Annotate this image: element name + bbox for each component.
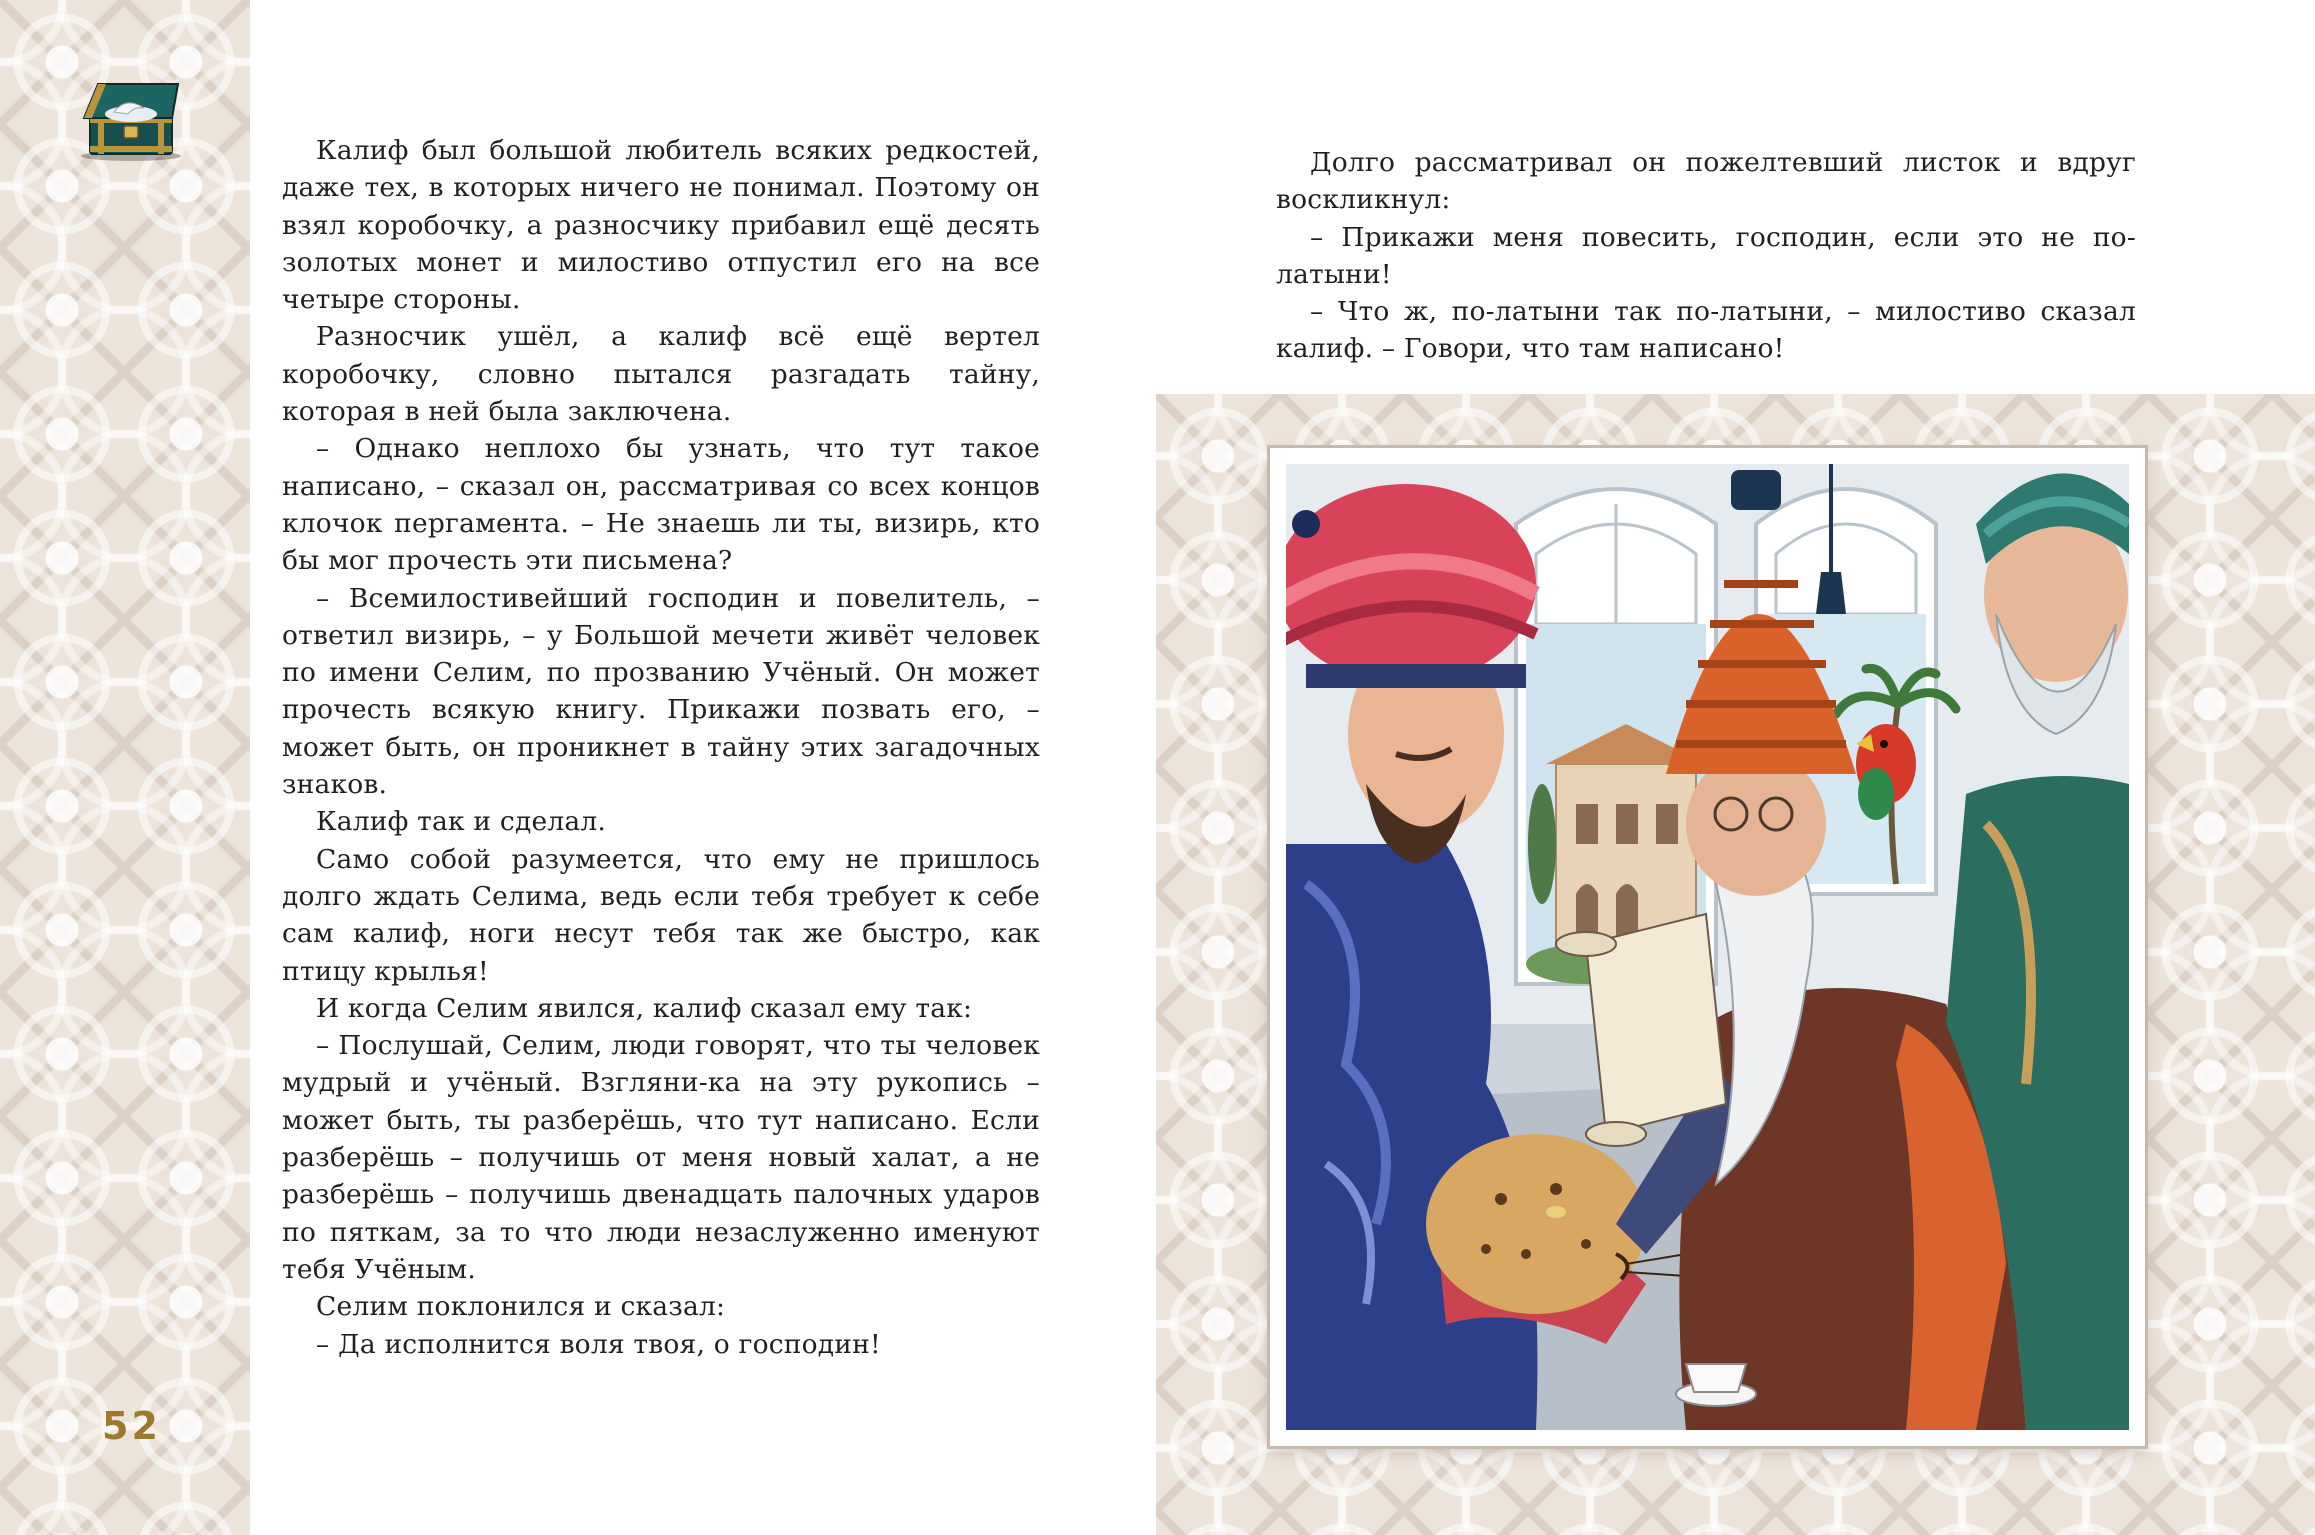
paragraph: Селим поклонился и сказал: — [316, 1291, 726, 1323]
paragraph: Само собой разумеется, что ему не пришлось долго ждать Селима, ведь если тебя требует к себе сам калиф, ноги несут тебя так же быстро, как птицу крылья! — [282, 843, 1040, 987]
ornament-panel-left — [0, 0, 250, 1535]
paragraph: И когда Селим явился, калиф сказал ему так: — [316, 992, 973, 1024]
paragraph: – Однако неплохо бы узнать, что тут такое написано, – сказал он, рассматривая со всех концов клочок пергамента. – Не знаешь ли ты, визирь, кто бы мог прочесть эти письмена? — [282, 433, 1040, 577]
illustration-frame — [1270, 448, 2145, 1446]
paragraph: Долго рассматривал он пожелтевший листок и вдруг воскликнул: — [1276, 147, 2136, 216]
paragraph: – Да исполнится воля твоя, о господин! — [316, 1328, 881, 1360]
right-text-column — [1276, 144, 2136, 368]
paragraph: – Что ж, по-латыни так по-латыни, – милостиво сказал калиф. – Говори, что там написано! — [1276, 296, 2136, 365]
treasure-chest-icon — [76, 78, 186, 162]
paragraph: Калиф был большой любитель всяких редкостей, даже тех, в которых ничего не понимал. Поэтому он взял коробочку, а разносчику прибавил ещё десять золотых монет и милостиво отпустил его на все четыре стороны. — [282, 135, 1040, 316]
paragraph: Разносчик ушёл, а калиф всё ещё вертел коробочку, словно пытался разгадать тайну, которая в ней была заключена. — [282, 321, 1040, 428]
left-text-column — [282, 132, 1040, 1363]
paragraph: – Послушай, Селим, люди говорят, что ты человек мудрый и учёный. Взгляни-ка на эту рукопись – может быть, ты разберёшь, что тут написано. Если разберёшь – получишь от меня новый халат, а не разберёшь – получишь двенадцать палочных ударов по пяткам, за то что люди незаслуженно именуют тебя Учёным. — [282, 1030, 1040, 1285]
paragraph: – Прикажи меня повесить, господин, если это не по-латыни! — [1276, 221, 2136, 290]
paragraph: – Всемилостивейший господин и повелитель, – ответил визирь, – у Большой мечети живёт человек по имени Селим, по прозванию Учёный. Он может прочесть всякую книгу. Прикажи позвать его, – может быть, он проникнет в тайну этих загадочных знаков. — [282, 582, 1040, 801]
teacup — [1676, 1364, 1756, 1406]
illustration-scene — [1286, 464, 2129, 1430]
page-number: 52 — [102, 1404, 161, 1448]
paragraph: Калиф так и сделал. — [316, 806, 607, 838]
